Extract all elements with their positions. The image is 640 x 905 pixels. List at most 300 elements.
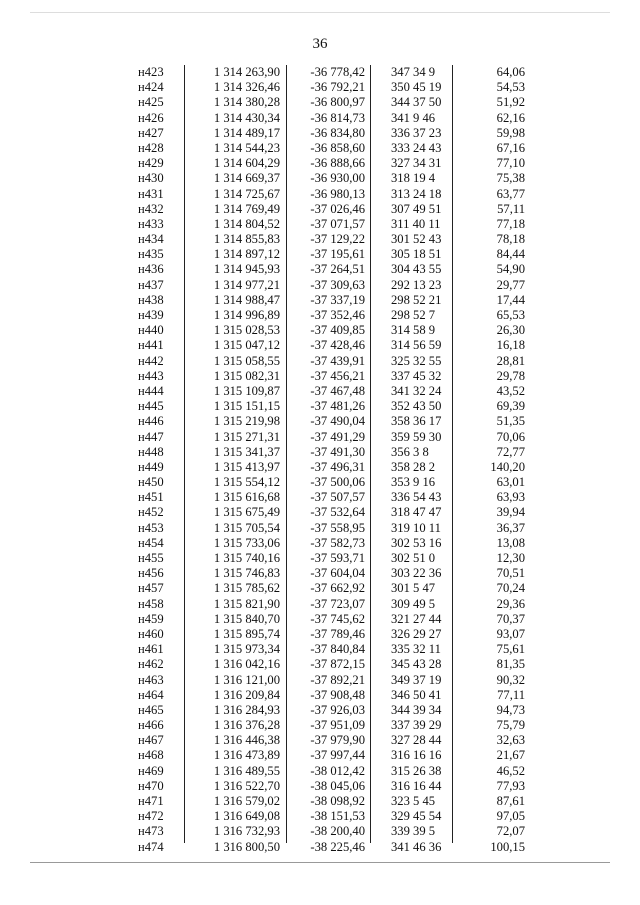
point-name: н461 (138, 642, 164, 657)
point-name: н446 (138, 414, 164, 429)
coord-y: -36 800,97 (310, 95, 365, 110)
distance: 28,81 (496, 353, 525, 368)
coord-x: 1 314 604,29 (213, 156, 280, 171)
coord-x: 1 314 804,52 (213, 216, 280, 231)
direction-angle: 329 45 54 (391, 809, 442, 824)
scan-edge-top (30, 12, 610, 13)
table-body (118, 65, 530, 855)
coord-x: 1 315 151,15 (213, 399, 280, 414)
direction-angle: 349 37 19 (391, 672, 442, 687)
point-name: н435 (138, 247, 164, 262)
direction-angle: 309 49 5 (391, 596, 436, 611)
coord-x: 1 314 855,83 (213, 232, 280, 247)
distance: 65,53 (496, 308, 525, 322)
distance: 93,07 (496, 626, 525, 641)
point-name: н448 (138, 444, 164, 459)
table-row (118, 187, 530, 202)
coord-y: -37 337,19 (310, 292, 365, 307)
distance: 54,53 (496, 80, 525, 95)
direction-angle: 319 10 11 (391, 520, 441, 535)
coord-y: -37 532,64 (310, 505, 365, 520)
point-name: н472 (138, 809, 164, 824)
direction-angle: 316 16 16 (391, 748, 442, 763)
coord-y: -36 834,80 (310, 125, 365, 140)
direction-angle: 345 43 28 (391, 657, 442, 672)
point-name: н442 (138, 353, 164, 368)
coord-x: 1 314 326,46 (213, 80, 280, 95)
point-name: н426 (138, 110, 164, 125)
table-row (118, 111, 530, 126)
point-name: н424 (138, 80, 164, 95)
coord-x: 1 315 740,16 (213, 551, 280, 565)
point-name: н462 (138, 657, 164, 672)
coord-y: -37 428,46 (310, 338, 365, 353)
point-name: н431 (138, 186, 164, 201)
coord-y: -36 930,00 (310, 171, 365, 186)
direction-angle: 344 39 34 (391, 702, 442, 717)
direction-angle: 318 47 47 (391, 505, 442, 520)
coord-y: -37 892,21 (310, 672, 365, 687)
point-name: н463 (138, 672, 164, 687)
coord-x: 1 315 219,98 (213, 414, 280, 429)
coord-y: -37 789,46 (310, 626, 365, 641)
point-name: н471 (138, 794, 164, 808)
distance: 54,90 (496, 262, 525, 277)
direction-angle: 301 5 47 (391, 581, 436, 596)
coord-x: 1 314 977,21 (213, 277, 280, 292)
point-name: н429 (138, 156, 164, 171)
table-row (118, 703, 530, 718)
direction-angle: 326 29 27 (391, 626, 442, 641)
direction-angle: 321 27 44 (391, 611, 442, 626)
coord-y: -37 195,61 (310, 247, 365, 262)
coord-x: 1 316 473,89 (213, 748, 280, 763)
coord-x: 1 315 840,70 (213, 611, 280, 626)
direction-angle: 359 59 30 (391, 429, 442, 444)
direction-angle: 304 43 55 (391, 262, 442, 277)
distance: 87,61 (496, 794, 525, 808)
coord-x: 1 314 380,28 (213, 95, 280, 110)
direction-angle: 356 3 8 (391, 444, 429, 459)
coord-x: 1 316 446,38 (213, 733, 280, 748)
direction-angle: 314 56 59 (391, 338, 442, 353)
point-name: н451 (138, 490, 164, 505)
coord-x: 1 316 522,70 (213, 778, 280, 793)
point-name: н459 (138, 611, 164, 626)
coord-y: -37 309,63 (310, 277, 365, 292)
table-row (118, 521, 530, 536)
coord-x: 1 315 341,37 (213, 444, 280, 459)
coord-y: -37 908,48 (310, 687, 365, 702)
distance: 77,93 (496, 778, 525, 793)
direction-angle: 323 5 45 (391, 794, 436, 808)
coord-y: -37 467,48 (310, 383, 365, 398)
coord-y: -38 098,92 (310, 794, 365, 808)
point-name: н425 (138, 95, 164, 110)
distance: 75,38 (496, 171, 525, 186)
table-row (118, 581, 530, 596)
direction-angle: 303 22 36 (391, 566, 442, 581)
point-name: н453 (138, 520, 164, 535)
table-row (118, 627, 530, 642)
distance: 17,44 (496, 292, 525, 307)
table-row (118, 308, 530, 323)
coord-x: 1 315 785,62 (213, 581, 280, 596)
table-row (118, 171, 530, 186)
table-row (118, 748, 530, 763)
direction-angle: 318 19 4 (391, 171, 436, 186)
coord-y: -38 225,46 (310, 839, 365, 854)
coord-y: -37 490,04 (310, 414, 365, 429)
point-name: н439 (138, 308, 164, 322)
direction-angle: 301 52 43 (391, 232, 442, 247)
coord-x: 1 316 042,16 (213, 657, 280, 672)
coord-x: 1 316 121,00 (213, 672, 280, 687)
distance: 64,06 (496, 65, 525, 79)
coord-y: -38 151,53 (310, 809, 365, 824)
distance: 51,35 (496, 414, 525, 429)
distance: 36,37 (496, 520, 525, 535)
coord-y: -36 888,66 (310, 156, 365, 171)
coord-x: 1 315 028,53 (213, 323, 280, 338)
distance: 43,52 (496, 383, 525, 398)
point-name: н464 (138, 687, 164, 702)
coord-y: -37 926,03 (310, 702, 365, 717)
table-row (118, 840, 530, 855)
direction-angle: 347 34 9 (391, 65, 436, 79)
coord-x: 1 316 649,08 (213, 809, 280, 824)
point-name: н433 (138, 216, 164, 231)
point-name: н458 (138, 596, 164, 611)
table-row (118, 247, 530, 262)
table-row (118, 141, 530, 156)
table-row (118, 232, 530, 247)
coord-x: 1 314 263,90 (213, 65, 280, 79)
coord-x: 1 314 544,23 (213, 140, 280, 155)
table-row (118, 278, 530, 293)
direction-angle: 327 34 31 (391, 156, 442, 171)
distance: 75,61 (496, 642, 525, 657)
direction-angle: 325 32 55 (391, 353, 442, 368)
coord-y: -37 491,30 (310, 444, 365, 459)
direction-angle: 341 32 24 (391, 383, 442, 398)
distance: 97,05 (496, 809, 525, 824)
coord-x: 1 316 376,28 (213, 718, 280, 733)
coord-x: 1 314 769,49 (213, 201, 280, 216)
distance: 26,30 (496, 323, 525, 338)
point-name: н427 (138, 125, 164, 140)
coord-y: -37 409,85 (310, 323, 365, 338)
coord-x: 1 314 489,17 (213, 125, 280, 140)
distance: 70,37 (496, 611, 525, 626)
point-name: н450 (138, 475, 164, 490)
coord-y: -37 593,71 (310, 551, 365, 565)
direction-angle: 302 51 0 (391, 551, 436, 565)
coord-y: -37 604,04 (310, 566, 365, 581)
coord-y: -37 071,57 (310, 216, 365, 231)
direction-angle: 316 16 44 (391, 778, 442, 793)
coord-x: 1 315 554,12 (213, 475, 280, 490)
point-name: н466 (138, 718, 164, 733)
scan-edge-bottom (30, 862, 610, 863)
coord-y: -37 979,90 (310, 733, 365, 748)
distance: 70,06 (496, 429, 525, 444)
direction-angle: 350 45 19 (391, 80, 442, 95)
distance: 21,67 (496, 748, 525, 763)
coord-x: 1 316 284,93 (213, 702, 280, 717)
direction-angle: 335 32 11 (391, 642, 441, 657)
coord-x: 1 314 669,37 (213, 171, 280, 186)
point-name: н465 (138, 702, 164, 717)
distance: 140,20 (490, 459, 525, 474)
direction-angle: 358 36 17 (391, 414, 442, 429)
table-row (118, 673, 530, 688)
direction-angle: 302 53 16 (391, 535, 442, 550)
coord-y: -37 264,51 (310, 262, 365, 277)
table-row (118, 323, 530, 338)
distance: 77,10 (496, 156, 525, 171)
distance: 77,11 (497, 687, 525, 702)
coord-y: -37 662,92 (310, 581, 365, 596)
coord-y: -37 456,21 (310, 368, 365, 383)
distance: 90,32 (496, 672, 525, 687)
point-name: н441 (138, 338, 164, 353)
coord-y: -37 507,57 (310, 490, 365, 505)
coord-y: -37 481,26 (310, 399, 365, 414)
distance: 67,16 (496, 140, 525, 155)
distance: 94,73 (496, 702, 525, 717)
distance: 63,77 (496, 186, 525, 201)
distance: 29,78 (496, 368, 525, 383)
table-row (118, 642, 530, 657)
point-name: н437 (138, 277, 164, 292)
coord-y: -37 582,73 (310, 535, 365, 550)
table-row (118, 475, 530, 490)
table-row (118, 505, 530, 520)
point-name: н460 (138, 626, 164, 641)
coord-x: 1 315 082,31 (213, 368, 280, 383)
table-row (118, 399, 530, 414)
coord-x: 1 315 821,90 (213, 596, 280, 611)
distance: 29,36 (496, 596, 525, 611)
point-name: н444 (138, 383, 164, 398)
table-row (118, 384, 530, 399)
page-number: 36 (312, 36, 328, 52)
coord-y: -36 814,73 (310, 110, 365, 125)
direction-angle: 314 58 9 (391, 323, 436, 338)
coord-x: 1 315 109,87 (213, 383, 280, 398)
table-row (118, 657, 530, 672)
coord-x: 1 315 616,68 (213, 490, 280, 505)
direction-angle: 341 46 36 (391, 839, 442, 854)
direction-angle: 337 39 29 (391, 718, 442, 733)
point-name: н474 (138, 839, 164, 854)
table-row (118, 217, 530, 232)
table-row (118, 445, 530, 460)
table-row (118, 612, 530, 627)
coord-x: 1 315 047,12 (213, 338, 280, 353)
point-name: н473 (138, 824, 164, 839)
coord-y: -37 496,31 (310, 459, 365, 474)
distance: 100,15 (490, 839, 525, 854)
table-row (118, 338, 530, 353)
coord-y: -36 858,60 (310, 140, 365, 155)
coord-x: 1 315 733,06 (213, 535, 280, 550)
distance: 51,92 (496, 95, 525, 110)
distance: 81,35 (496, 657, 525, 672)
distance: 78,18 (496, 232, 525, 247)
distance: 12,30 (496, 551, 525, 565)
table-row (118, 733, 530, 748)
point-name: н452 (138, 505, 164, 520)
point-name: н457 (138, 581, 164, 596)
coord-y: -38 012,42 (310, 763, 365, 778)
point-name: н430 (138, 171, 164, 186)
table-row (118, 718, 530, 733)
distance: 59,98 (496, 125, 525, 140)
table-row (118, 688, 530, 703)
direction-angle: 305 18 51 (391, 247, 442, 262)
point-name: н449 (138, 459, 164, 474)
table-row (118, 566, 530, 581)
point-name: н438 (138, 292, 164, 307)
distance: 13,08 (496, 535, 525, 550)
coord-x: 1 314 430,34 (213, 110, 280, 125)
distance: 16,18 (496, 338, 525, 353)
table-row (118, 824, 530, 839)
direction-angle: 307 49 51 (391, 201, 442, 216)
coord-x: 1 315 058,55 (213, 353, 280, 368)
point-name: н468 (138, 748, 164, 763)
coord-y: -36 980,13 (310, 186, 365, 201)
point-name: н467 (138, 733, 164, 748)
distance: 69,39 (496, 399, 525, 414)
coord-y: -36 778,42 (310, 65, 365, 79)
distance: 29,77 (496, 277, 525, 292)
distance: 84,44 (496, 247, 525, 262)
distance: 77,18 (496, 216, 525, 231)
direction-angle: 327 28 44 (391, 733, 442, 748)
direction-angle: 292 13 23 (391, 277, 442, 292)
distance: 32,63 (496, 733, 525, 748)
distance: 46,52 (496, 763, 525, 778)
table-row (118, 764, 530, 779)
coord-x: 1 314 945,93 (213, 262, 280, 277)
coord-y: -37 840,84 (310, 642, 365, 657)
coord-x: 1 314 897,12 (213, 247, 280, 262)
direction-angle: 333 24 43 (391, 140, 442, 155)
table-row (118, 536, 530, 551)
point-name: н456 (138, 566, 164, 581)
table-row (118, 65, 530, 80)
coord-y: -37 872,15 (310, 657, 365, 672)
coord-x: 1 315 895,74 (213, 626, 280, 641)
table-row (118, 490, 530, 505)
direction-angle: 358 28 2 (391, 459, 436, 474)
distance: 62,16 (496, 110, 525, 125)
coord-x: 1 316 209,84 (213, 687, 280, 702)
coord-y: -38 200,40 (310, 824, 365, 839)
coordinates-table (118, 65, 530, 854)
table-row (118, 809, 530, 824)
coord-x: 1 316 489,55 (213, 763, 280, 778)
distance: 75,79 (496, 718, 525, 733)
point-name: н434 (138, 232, 164, 247)
coord-y: -37 491,29 (310, 429, 365, 444)
table-row (118, 779, 530, 794)
point-name: н470 (138, 778, 164, 793)
table-row (118, 597, 530, 612)
distance: 39,94 (496, 505, 525, 520)
coord-y: -37 026,46 (310, 201, 365, 216)
coord-x: 1 316 732,93 (213, 824, 280, 839)
direction-angle: 339 39 5 (391, 824, 436, 839)
table-row (118, 95, 530, 110)
point-name: н432 (138, 201, 164, 216)
direction-angle: 315 26 38 (391, 763, 442, 778)
coord-x: 1 314 996,89 (213, 308, 280, 322)
coord-x: 1 315 675,49 (213, 505, 280, 520)
coord-y: -37 997,44 (310, 748, 365, 763)
coord-x: 1 315 705,54 (213, 520, 280, 535)
table-row (118, 126, 530, 141)
table-row (118, 460, 530, 475)
point-name: н423 (138, 65, 164, 79)
coord-y: -37 558,95 (310, 520, 365, 535)
direction-angle: 337 45 32 (391, 368, 442, 383)
direction-angle: 353 9 16 (391, 475, 436, 490)
table-row (118, 156, 530, 171)
direction-angle: 346 50 41 (391, 687, 442, 702)
direction-angle: 336 37 23 (391, 125, 442, 140)
table-row (118, 202, 530, 217)
direction-angle: 311 40 11 (391, 216, 441, 231)
point-name: н440 (138, 323, 164, 338)
point-name: н428 (138, 140, 164, 155)
distance: 70,51 (496, 566, 525, 581)
direction-angle: 298 52 7 (391, 308, 436, 322)
table-row (118, 430, 530, 445)
point-name: н454 (138, 535, 164, 550)
direction-angle: 352 43 50 (391, 399, 442, 414)
direction-angle: 336 54 43 (391, 490, 442, 505)
coord-x: 1 314 988,47 (213, 292, 280, 307)
coord-x: 1 316 579,02 (213, 794, 280, 808)
table-row (118, 794, 530, 809)
table-row (118, 414, 530, 429)
point-name: н447 (138, 429, 164, 444)
direction-angle: 298 52 21 (391, 292, 442, 307)
point-name: н436 (138, 262, 164, 277)
coord-x: 1 315 413,97 (213, 459, 280, 474)
distance: 72,77 (496, 444, 525, 459)
direction-angle: 344 37 50 (391, 95, 442, 110)
distance: 72,07 (496, 824, 525, 839)
coord-y: -37 723,07 (310, 596, 365, 611)
point-name: н443 (138, 368, 164, 383)
point-name: н445 (138, 399, 164, 414)
distance: 57,11 (497, 201, 525, 216)
point-name: н455 (138, 551, 164, 565)
coord-y: -36 792,21 (310, 80, 365, 95)
distance: 63,01 (496, 475, 525, 490)
coord-y: -38 045,06 (310, 778, 365, 793)
distance: 70,24 (496, 581, 525, 596)
coord-x: 1 316 800,50 (213, 839, 280, 854)
distance: 63,93 (496, 490, 525, 505)
coord-x: 1 315 271,31 (213, 429, 280, 444)
coord-y: -37 500,06 (310, 475, 365, 490)
